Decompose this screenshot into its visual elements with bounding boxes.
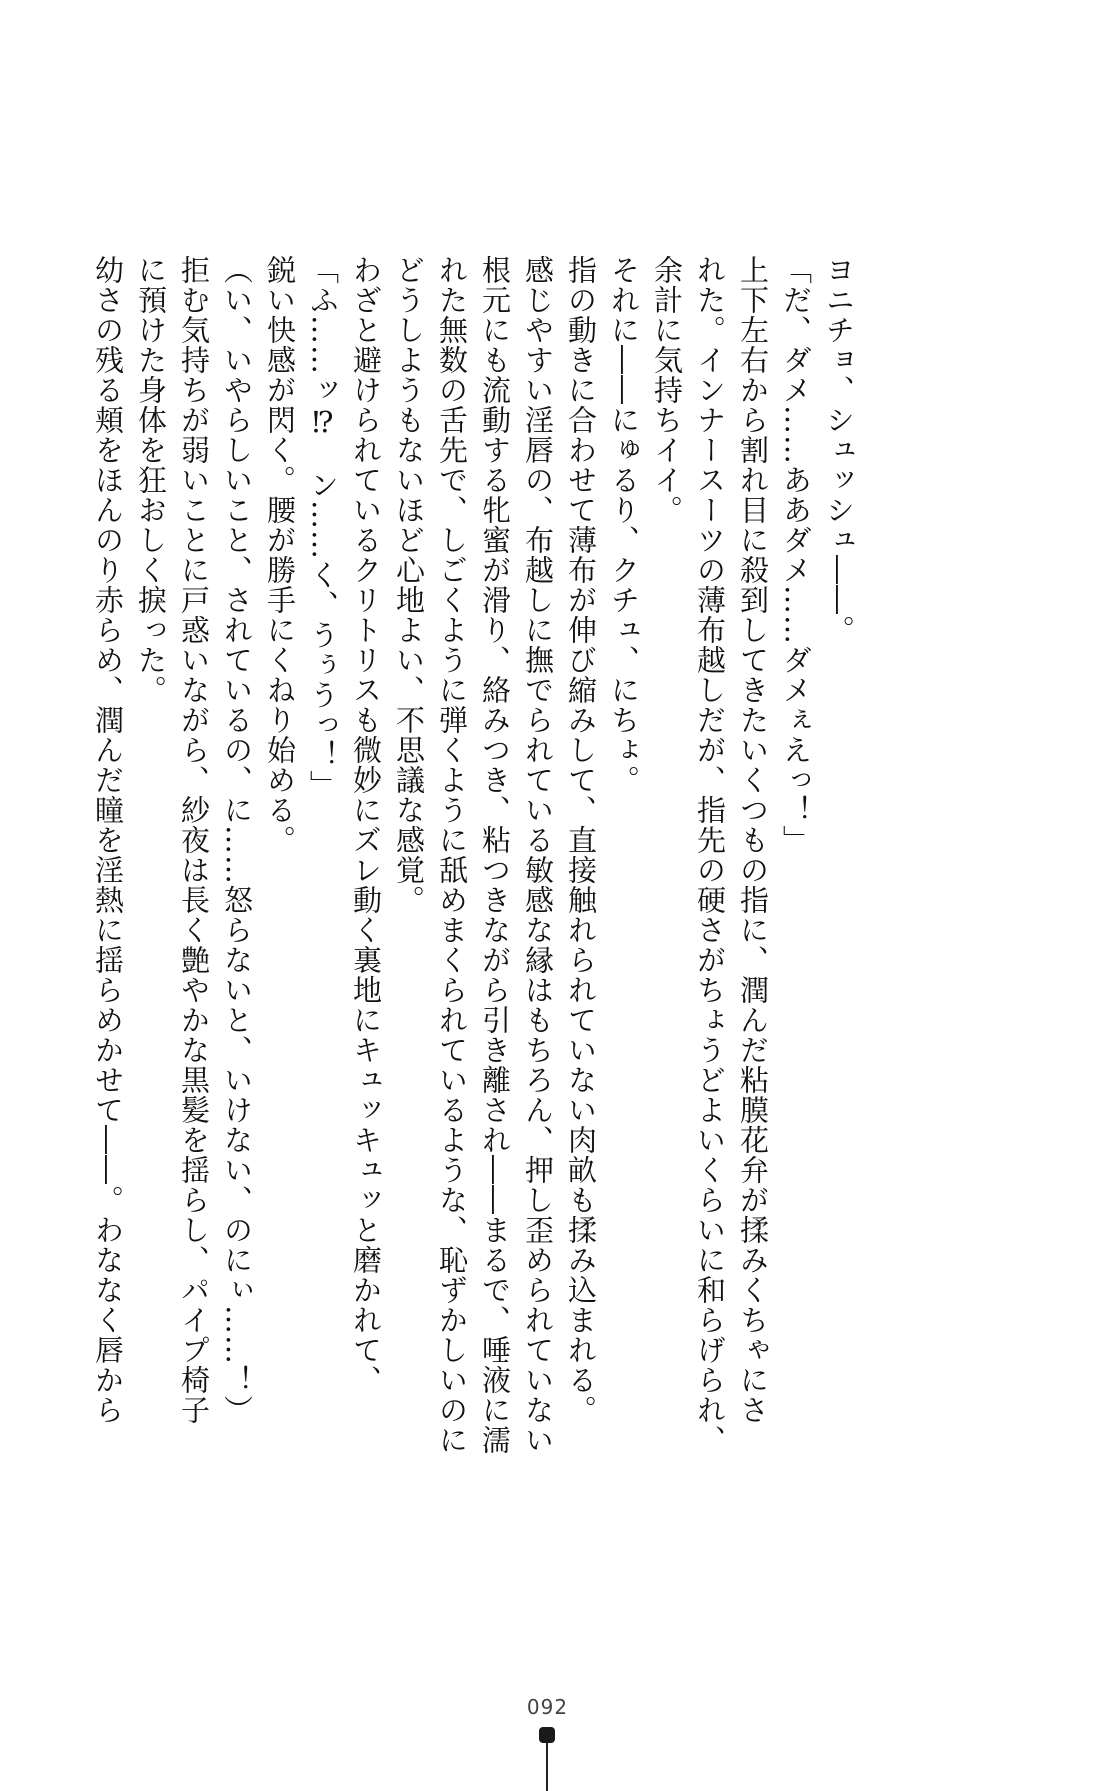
text-line-2: 「だ、ダメ……ああダメ……ダメぇえっ！」 — [779, 255, 813, 855]
text-line-4: れた。インナースーツの薄布越しだが、指先の硬さがちょうどよいくらいに和らげられ、 — [693, 255, 727, 1455]
text-line-15: （い、いやらしいこと、されているの、に……怒らないと、いけない、のにぃ……！） — [220, 255, 254, 1425]
text-line-5: 余計に気持ちイイ。 — [650, 255, 684, 525]
page-number: 092 — [526, 1695, 569, 1719]
text-line-12: わざと避けられているクリトリスも微妙にズレ動く裏地にキュッキュッと磨かれて、 — [349, 255, 383, 1395]
text-line-18: 幼さの残る頬をほんのり赤らめ、潤んだ瞳を淫熱に揺らめかせて――。わななく唇から — [91, 255, 125, 1425]
text-line-16: 拒む気持ちが弱いことに戸惑いながら、紗夜は長く艶やかな黒髪を揺らし、パイプ椅子 — [177, 255, 211, 1425]
text-line-17: に預けた身体を狂おしく捩った。 — [134, 255, 168, 705]
page-marker-icon — [539, 1727, 555, 1743]
text-line-7: 指の動きに合わせて薄布が伸び縮みして、直接触れられていない肉畝も揉み込まれる。 — [564, 255, 598, 1425]
text-line-11: どうしようもないほど心地よい、不思議な感覚。 — [392, 255, 426, 915]
vertical-body-text — [91, 255, 860, 1525]
text-line-9: 根元にも流動する牝蜜が滑り、絡みつき、粘つきながら引き離され――まるで、唾液に濡 — [478, 255, 512, 1455]
page-divider-line — [546, 1743, 548, 1791]
text-line-14: 鋭い快感が閃く。腰が勝手にくねり始める。 — [263, 255, 297, 855]
text-line-8: 感じやすい淫唇の、布越しに撫でられている敏感な縁はもちろん、押し歪められていない — [521, 255, 555, 1455]
text-line-3: 上下左右から割れ目に殺到してきたいくつもの指に、潤んだ粘膜花弁が揉みくちゃにさ — [736, 255, 770, 1425]
text-line-6: それに――にゅるり、クチュ、にちょ。 — [607, 255, 641, 795]
text-line-10: れた無数の舌先で、しごくように弾くように舐めまくられているような、恥ずかしいのに — [435, 255, 469, 1455]
text-line-13: 「ふ……ッ⁉ ン……く、うぅうっ！」 — [306, 255, 340, 800]
text-line-1: ヨニチョ、シュッシュ――。 — [822, 255, 856, 645]
